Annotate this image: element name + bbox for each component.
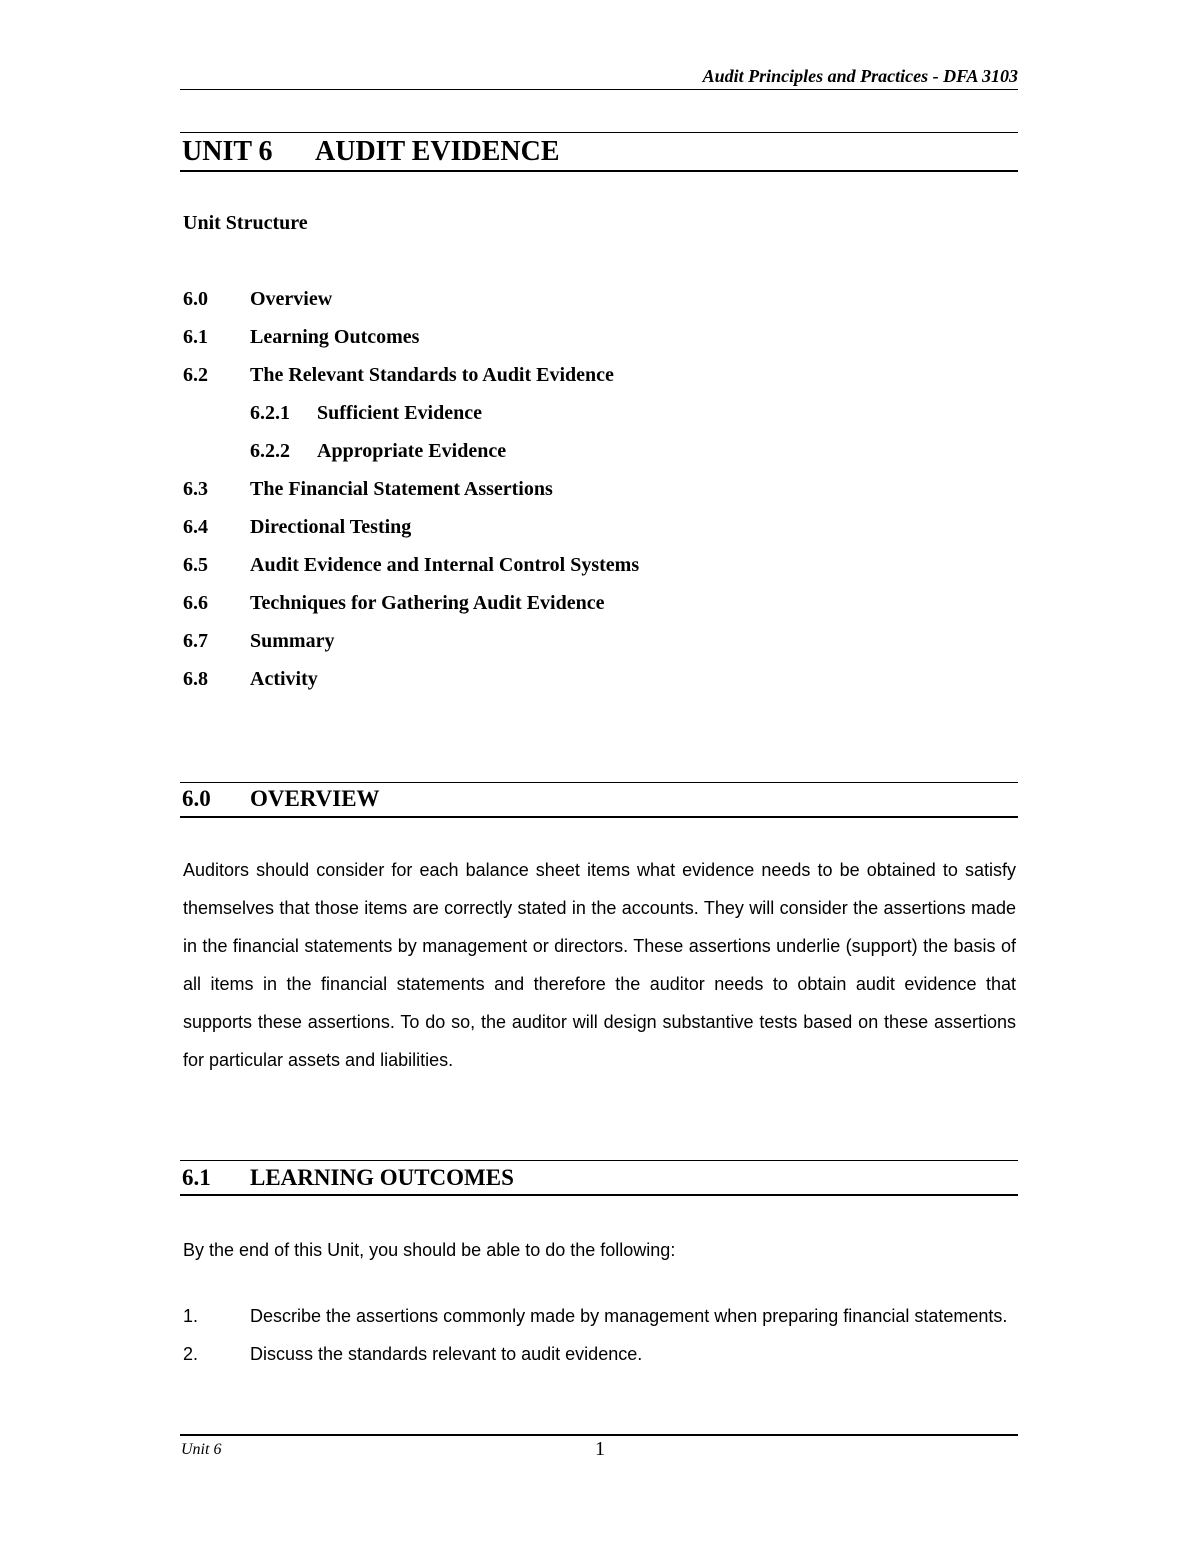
section-number: 6.0	[182, 786, 211, 811]
page-number: 1	[595, 1438, 605, 1460]
toc-item-number: 6.2.2	[250, 440, 290, 462]
overview-heading	[182, 786, 380, 812]
overview-paragraph: Auditors should consider for each balance sheet items what evidence needs to be obtained to satisfy themselves that those items are correctly stated in the accounts. They will consider the assertions made in the financial statements by management or directors. These assertions underlie (support) the basis of all items in the financial statements and therefore the auditor needs to obtain audit evidence that supports these assertions. To do so, the auditor will design substantive tests based on these assertions for particular assets and liabilities.	[183, 860, 1016, 1070]
overview-bottom-rule	[180, 816, 1018, 818]
toc-item-label: The Financial Statement Assertions	[250, 478, 553, 500]
toc-item	[183, 592, 983, 630]
outcomes-heading	[182, 1165, 514, 1191]
unit-name: AUDIT EVIDENCE	[315, 136, 560, 167]
toc-item-label: Directional Testing	[250, 516, 412, 538]
toc-item-label: Appropriate Evidence	[317, 440, 507, 462]
toc-item	[183, 554, 983, 592]
footer-unit-label: Unit 6	[181, 1441, 222, 1458]
toc-item-number: 6.1	[183, 326, 208, 348]
unit-title	[182, 136, 560, 168]
section-title: LEARNING OUTCOMES	[250, 1165, 514, 1190]
section-number: 6.1	[182, 1165, 211, 1190]
footer-rule	[180, 1434, 1018, 1436]
unit-structure-heading: Unit Structure	[183, 212, 308, 234]
toc-item	[183, 364, 983, 402]
outcomes-intro: By the end of this Unit, you should be able to do the following:	[183, 1240, 676, 1260]
toc-item	[183, 630, 983, 668]
toc-item-label: Audit Evidence and Internal Control Systems	[250, 554, 640, 576]
unit-number: UNIT 6	[182, 136, 273, 167]
toc-item-number: 6.2.1	[250, 402, 290, 424]
toc-item-number: 6.2	[183, 364, 208, 386]
toc-item	[183, 668, 983, 706]
toc-item	[183, 326, 983, 364]
toc-item-number: 6.7	[183, 630, 208, 652]
section-title: OVERVIEW	[250, 786, 380, 811]
toc-subitem	[183, 440, 983, 478]
toc-item	[183, 478, 983, 516]
toc-item-label: Learning Outcomes	[250, 326, 420, 348]
toc-subitem	[183, 402, 983, 440]
outcome-text: Discuss the standards relevant to audit evidence.	[250, 1344, 643, 1364]
outcome-number: 1.	[183, 1306, 199, 1326]
running-header: Audit Principles and Practices - DFA 3103	[702, 66, 1018, 86]
unit-title-bottom-rule	[180, 170, 1018, 172]
overview-top-rule	[180, 782, 1018, 783]
toc-item	[183, 516, 983, 554]
outcomes-bottom-rule	[180, 1194, 1018, 1196]
header-rule	[180, 89, 1018, 90]
toc-item-number: 6.0	[183, 288, 208, 310]
unit-structure-list	[183, 288, 983, 706]
outcomes-list	[183, 1297, 1016, 1373]
toc-item-label: Activity	[250, 668, 318, 690]
toc-item-number: 6.6	[183, 592, 208, 614]
outcome-item	[183, 1335, 1016, 1373]
toc-item-number: 6.8	[183, 668, 208, 690]
toc-item-number: 6.4	[183, 516, 208, 538]
outcome-item	[183, 1297, 1016, 1335]
toc-item-label: Sufficient Evidence	[317, 402, 482, 424]
toc-item-label: Overview	[250, 288, 333, 310]
unit-title-top-rule	[180, 132, 1018, 133]
outcome-number: 2.	[183, 1344, 199, 1364]
toc-item	[183, 288, 983, 326]
toc-item-label: The Relevant Standards to Audit Evidence	[250, 364, 614, 386]
outcomes-top-rule	[180, 1160, 1018, 1161]
outcome-text: Describe the assertions commonly made by management when preparing financial statements.	[250, 1306, 1008, 1326]
toc-item-number: 6.5	[183, 554, 208, 576]
toc-item-number: 6.3	[183, 478, 208, 500]
toc-item-label: Summary	[250, 630, 335, 652]
toc-item-label: Techniques for Gathering Audit Evidence	[250, 592, 605, 614]
